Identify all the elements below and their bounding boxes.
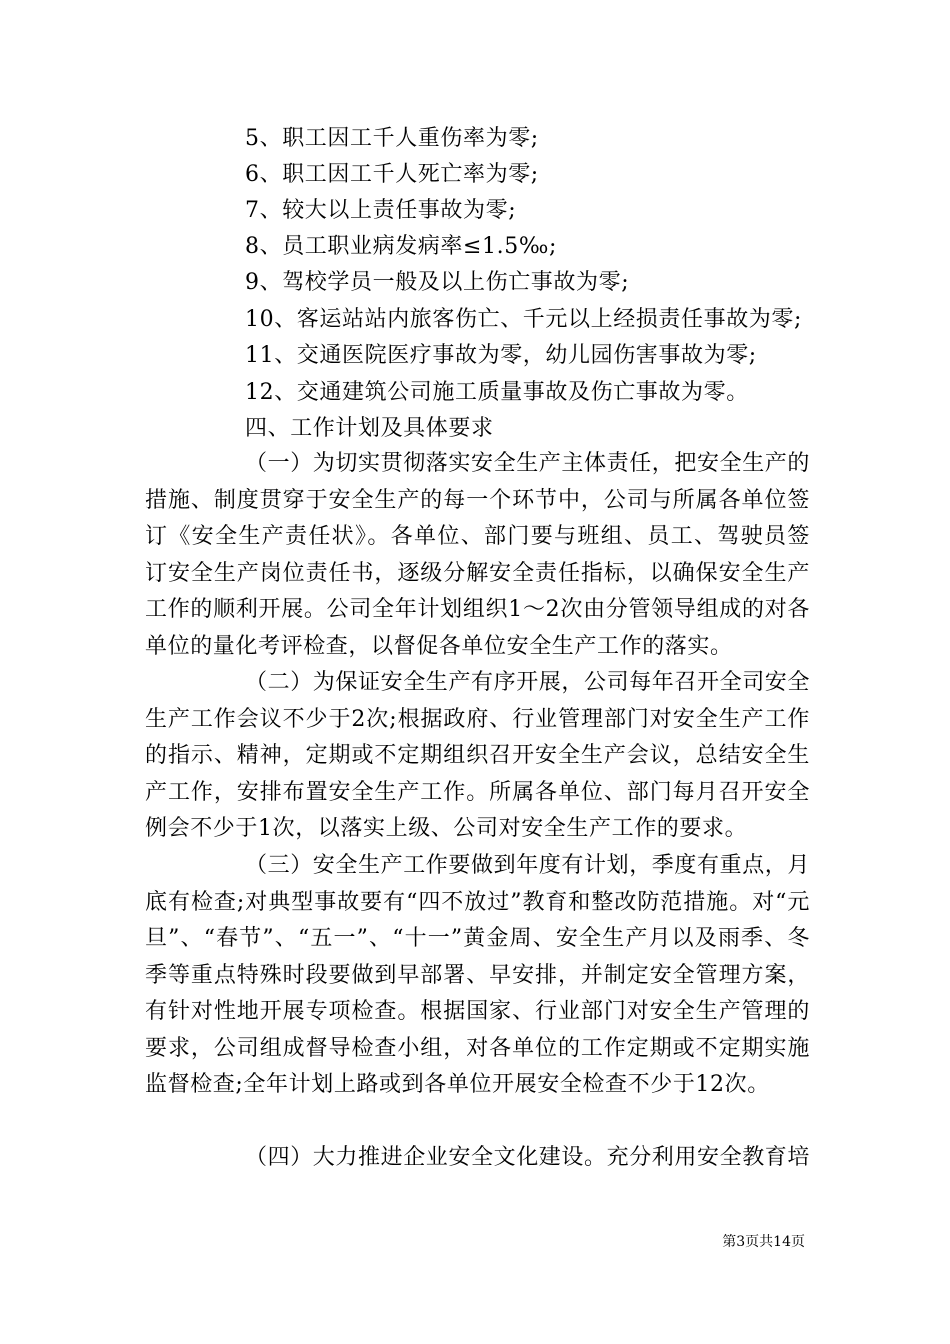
paragraph-2: （二）为保证安全生产有序开展，公司每年召开全司安全生产工作会议不少于2次;根据政府、行业管理部门对安全生产工作的指示、精神，定期或不定期组织召开安全生产会议，总结安全生产工作，安排布置安全生产工作。所属各单位、部门每月召开安全例会不少于1次，以落实上级、公司对安全生产工作的要求。 xyxy=(145,670,811,841)
list-item: 6、职工因工千人死亡率为零; xyxy=(245,162,539,187)
list-item: 5、职工因工千人重伤率为零; xyxy=(245,126,539,151)
list-item: 12、交通建筑公司施工质量事故及伤亡事故为零。 xyxy=(245,380,749,405)
paragraph-1: （一）为切实贯彻落实安全生产主体责任，把安全生产的措施、制度贯穿于安全生产的每一个环节中，公司与所属各单位签订《安全生产责任状》。各单位、部门要与班组、员工、驾驶员签订安全生产岗位责任书，逐级分解安全责任指标，以确保安全生产工作的顺利开展。公司全年计划组织1～2次由分管领导组成的对各单位的量化考评检查，以督促各单位安全生产工作的落实。 xyxy=(145,451,811,659)
paragraph-4: （四）大力推进企业安全文化建设。充分利用安全教育培 xyxy=(245,1145,811,1170)
list-item: 10、客运站站内旅客伤亡、千元以上经损责任事故为零; xyxy=(245,307,803,332)
list-item: 9、驾校学员一般及以上伤亡事故为零; xyxy=(245,270,630,295)
list-item: 8、员工职业病发病率≤1.5‰; xyxy=(245,234,557,259)
page-number: 第3页共14页 xyxy=(722,1234,805,1250)
list-item: 7、较大以上责任事故为零; xyxy=(245,198,517,223)
section-heading: 四、工作计划及具体要求 xyxy=(245,416,494,441)
paragraph-3: （三）安全生产工作要做到年度有计划，季度有重点，月底有检查;对典型事故要有“四不放过”教育和整改防范措施。对“元旦”、“春节”、“五一”、“十一”黄金周、安全生产月以及雨季、冬季等重点特殊时段要做到早部署、早安排，并制定安全管理方案，有针对性地开展专项检查。根据国家、行业部门对安全生产管理的要求，公司组成督导检查小组，对各单位的工作定期或不定期实施监督检查;全年计划上路或到各单位开展安全检查不少于12次。 xyxy=(145,853,811,1097)
list-item: 11、交通医院医疗事故为零，幼儿园伤害事故为零; xyxy=(245,343,757,368)
